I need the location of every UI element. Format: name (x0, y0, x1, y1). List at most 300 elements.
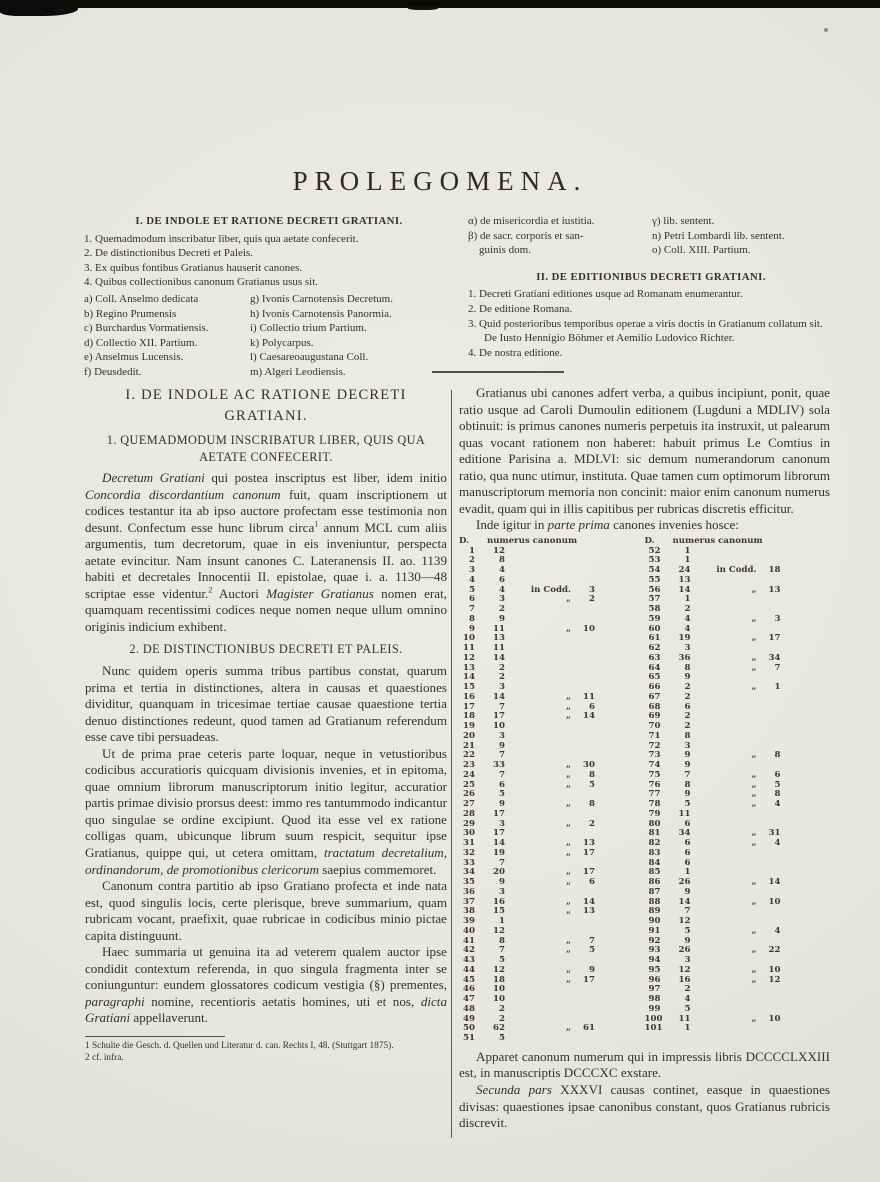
canon-table-row (459, 946, 645, 956)
canon-table-row (459, 907, 645, 917)
distinctio-number: 38 (463, 906, 475, 917)
distinctio-number: 21 (463, 740, 475, 751)
canon-count-in-codices: 8 (774, 750, 781, 761)
distinctio-number: 25 (463, 779, 475, 790)
distinctio-number: 86 (648, 877, 661, 888)
canon-table-row (645, 800, 831, 810)
canon-table-row (645, 595, 831, 605)
canon-count: 7 (499, 945, 505, 956)
canon-table-header (459, 537, 645, 547)
canon-count: 9 (684, 886, 691, 897)
canon-count: 24 (678, 565, 691, 576)
canon-table-row (645, 927, 831, 937)
distinctio-number: 90 (648, 916, 661, 927)
canon-table-row (459, 664, 645, 674)
distinctio-number: 96 (648, 974, 661, 985)
distinctio-number: 43 (463, 955, 475, 966)
distinctio-number: 62 (648, 643, 661, 654)
canon-count: 16 (678, 974, 691, 985)
canon-table-row (459, 898, 645, 908)
distinctio-number: 94 (648, 955, 661, 966)
body-text-block (85, 470, 447, 635)
canon-count-table (459, 537, 830, 1044)
canon-count: 9 (684, 672, 691, 683)
canon-count: 3 (684, 740, 691, 751)
canon-count: 26 (678, 945, 691, 956)
ditto-mark: „ (751, 584, 757, 595)
canon-table-row (459, 615, 645, 625)
distinctio-number: 97 (648, 984, 661, 995)
distinctio-number: 11 (463, 643, 475, 654)
canon-count: 11 (493, 643, 505, 654)
list-item: α) de misericordia et iustitia. (468, 215, 595, 227)
canon-count: 12 (493, 925, 505, 936)
list-item: 1. Quemadmodum inscribatur liber, quis qua aetate confecerit. (84, 232, 359, 245)
canon-count: 14 (493, 652, 505, 663)
canon-table-row (459, 605, 645, 615)
canon-count: 19 (678, 633, 691, 644)
canon-count: 3 (499, 818, 505, 829)
canon-table-row (459, 703, 645, 713)
distinctio-number: 64 (648, 662, 661, 673)
canon-table-row (645, 615, 831, 625)
canon-table-row (645, 742, 831, 752)
canon-count-in-codices: 9 (589, 964, 595, 975)
canon-table-row (645, 907, 831, 917)
distinctio-number: 54 (648, 565, 661, 576)
ditto-mark: „ (751, 945, 757, 956)
paragraph: Nunc quidem operis summa tribus partibus constat, quarum prima et tertia in distinctiones, altera in causas et quaestiones dividitur, quanquam in tricesimae tertiae causae quaestione tertia denuo distinctiones redeunt, quod tamen ad Gratianum referendum esse cave tibi persuadeas. (85, 662, 447, 745)
distinctio-number: 17 (463, 701, 475, 712)
canon-count: 8 (499, 935, 505, 946)
canon-table-row (645, 790, 831, 800)
canon-count-in-codices: 3 (589, 584, 595, 595)
distinctio-number: 26 (463, 789, 475, 800)
distinctio-number: 91 (648, 925, 661, 936)
distinctio-number: 28 (463, 808, 475, 819)
canon-count: 3 (499, 682, 505, 693)
canon-table-row (459, 820, 645, 830)
paragraph: Haec summaria ut genuina ita ad veterem qualem auctor ipse condidit contextum referenda, in quo singula fragmenta inter se coniunguntur: eundem glossatores codicum vestigia (§) prementes, paragraphi nomine, recentioris aetatis homines, uti et nos, dicta Gratiani appellaverunt. (85, 944, 447, 1026)
canon-count: 1 (684, 555, 691, 566)
canon-table-row (645, 1005, 831, 1015)
scan-edge-artifact (0, 0, 880, 8)
canon-count: 2 (684, 711, 691, 722)
paragraph: Gratianus ubi canones adfert verba, a quibus incipiunt, ponit, quae ratio usque ad Caroli Dumoulin editionem (Lugduni a MDLIV) sola obtinuit: is primus canones numeris perpetuis ita instruxit, ut palearum quas vocant rationem non haberet: habuit primus Le Comtius in editione Parisina a. MDLVI: sic demum numerandorum canonum ratio, qua nunc utimur, instituta. Quae tamen cum optimorum librorum manuscriptorum memoria non concinit: maior enim canonum numerus evadit, quam qui in illis capitibus per rubricas discretis efficitur. (459, 385, 830, 516)
distinctio-number: 92 (648, 935, 661, 946)
canon-count: 17 (493, 828, 505, 839)
canon-table-row (645, 995, 831, 1005)
ditto-mark: „ (566, 760, 571, 771)
canon-count-in-codices: 12 (768, 974, 781, 985)
header-numerus: numerus canonum (487, 535, 578, 546)
distinctio-number: 8 (469, 613, 475, 624)
distinctio-number: 98 (648, 994, 661, 1005)
canon-table-left-half (459, 537, 645, 1044)
ditto-mark: „ (751, 633, 757, 644)
canon-count: 6 (499, 574, 505, 585)
list-item: k) Polycarpus. (250, 336, 314, 349)
list-item: i) Collectio trium Partium. (250, 322, 367, 335)
scan-speck (408, 6, 438, 10)
canon-table-row (459, 800, 645, 810)
canon-count: 7 (684, 769, 691, 780)
canon-count: 12 (493, 545, 505, 556)
canon-count: 4 (684, 613, 691, 624)
canon-count-in-codices: 5 (774, 779, 781, 790)
paragraph: Inde igitur in parte prima canones invenies hosce: (476, 517, 739, 533)
canon-count: 10 (493, 721, 505, 732)
list-item: e) Anselmus Lucensis. (84, 351, 184, 364)
canon-count: 2 (499, 1003, 505, 1014)
canon-table-row (459, 927, 645, 937)
canon-count: 6 (684, 857, 691, 868)
distinctio-number: 56 (648, 584, 661, 595)
ditto-mark: „ (751, 613, 757, 624)
distinctio-number: 63 (648, 652, 661, 663)
canon-table-row (645, 849, 831, 859)
footnotes (85, 1036, 437, 1064)
distinctio-number: 67 (648, 691, 661, 702)
distinctio-number: 84 (648, 857, 661, 868)
canon-count: 8 (684, 779, 691, 790)
distinctio-number: 46 (463, 984, 475, 995)
canon-table-row (459, 810, 645, 820)
body-text-block (459, 1049, 830, 1132)
canon-table-row (459, 732, 645, 742)
distinctio-number: 40 (463, 925, 475, 936)
ditto-mark: „ (566, 867, 571, 878)
distinctio-number: 27 (463, 799, 475, 810)
canon-count-in-codices: 17 (768, 633, 781, 644)
distinctio-number: 45 (463, 974, 475, 985)
canon-count: 9 (499, 799, 505, 810)
canon-count: 6 (684, 818, 691, 829)
ditto-mark: „ (751, 896, 757, 907)
list-item: 1 Schulte die Gesch. d. Quellen und Literatur d. can. Rechts I, 48. (Stuttgart 1875). (85, 1041, 394, 1051)
canon-table-row (459, 693, 645, 703)
canon-count-in-codices: 34 (768, 652, 781, 663)
distinctio-number: 24 (463, 769, 475, 780)
distinctio-number: 77 (648, 789, 661, 800)
canon-count: 14 (678, 896, 691, 907)
canon-count: 10 (493, 984, 505, 995)
canon-table-row (459, 966, 645, 976)
ditto-mark: „ (566, 711, 571, 722)
canon-table-row (459, 829, 645, 839)
canon-count-in-codices: 6 (589, 701, 595, 712)
canon-table-row (459, 1024, 645, 1034)
canon-count: 3 (684, 955, 691, 966)
canon-count-in-codices: 6 (774, 769, 781, 780)
distinctio-number: 99 (648, 1003, 661, 1014)
canon-count: 5 (499, 955, 505, 966)
distinctio-number: 19 (463, 721, 475, 732)
canon-table-row (645, 1024, 831, 1034)
canon-table-row (645, 605, 831, 615)
distinctio-number: 74 (648, 760, 661, 771)
list-item: 2. De editione Romana. (468, 302, 573, 315)
ditto-mark: „ (751, 789, 757, 800)
canon-table-row (645, 839, 831, 849)
page-title: PROLEGOMENA. (292, 166, 588, 196)
scan-speck (54, 8, 66, 13)
canon-table-row (459, 790, 645, 800)
distinctio-number: 44 (463, 964, 475, 975)
canon-count: 10 (493, 994, 505, 1005)
list-item: l) Caesareoaugustana Coll. (250, 351, 369, 364)
canon-count: 7 (684, 906, 691, 917)
ditto-mark: „ (751, 662, 757, 673)
ditto-mark: „ (566, 945, 571, 956)
canon-count-in-codices: 17 (583, 847, 595, 858)
distinctio-number: 2 (469, 555, 475, 566)
section-divider-rule (432, 371, 564, 373)
distinctio-number: 32 (463, 847, 475, 858)
distinctio-number: 53 (648, 555, 661, 566)
canon-table-row (645, 985, 831, 995)
chapter-heading: I. DE INDOLE AC RATIONE DECRETI GRATIANI. (125, 387, 407, 424)
canon-count: 8 (684, 730, 691, 741)
canon-count: 17 (493, 808, 505, 819)
ditto-mark: „ (566, 818, 571, 829)
canon-count: 2 (684, 682, 691, 693)
body-right-column (459, 385, 830, 1132)
canon-count: 5 (684, 799, 691, 810)
canon-table-row (459, 985, 645, 995)
in-codd-label: in Codd. (530, 584, 571, 595)
canon-table-row (645, 566, 831, 576)
canon-count-in-codices: 5 (589, 779, 595, 790)
canon-table-row (459, 683, 645, 693)
distinctio-number: 12 (463, 652, 475, 663)
distinctio-number: 51 (463, 1033, 475, 1044)
ditto-mark: „ (566, 701, 571, 712)
canon-table-row (459, 722, 645, 732)
distinctio-number: 85 (648, 867, 661, 878)
distinctio-number: 37 (463, 896, 475, 907)
subsection-heading-2: 2. DE DISTINCTIONIBUS DECRETI ET PALEIS. (129, 642, 403, 657)
canon-table-row (645, 917, 831, 927)
canon-table-row (645, 586, 831, 596)
canon-count-in-codices: 31 (768, 828, 781, 839)
canon-count-in-codices: 1 (774, 682, 781, 693)
ditto-mark: „ (566, 974, 571, 985)
distinctio-number: 75 (648, 769, 661, 780)
canon-count-in-codices: 11 (583, 691, 595, 702)
canon-count-in-codices: 30 (583, 760, 595, 771)
list-item: b) Regino Prumensis (84, 307, 177, 320)
list-item: o) Coll. XIII. Partium. (652, 244, 751, 257)
canon-table-row (645, 898, 831, 908)
distinctio-number: 57 (648, 594, 661, 605)
distinctio-number: 73 (648, 750, 661, 761)
canon-count: 3 (499, 594, 505, 605)
header-distinctio: D. (459, 535, 470, 546)
toc-section-2-heading: II. DE EDITIONIBUS DECRETI GRATIANI. (536, 270, 766, 283)
canon-count: 26 (678, 877, 691, 888)
distinctio-number: 83 (648, 847, 661, 858)
canon-table-row (645, 810, 831, 820)
list-item: d) Collectio XII. Partium. (84, 336, 198, 349)
toc-right-column (468, 214, 834, 380)
distinctio-number: 16 (463, 691, 475, 702)
canon-count: 3 (684, 643, 691, 654)
ditto-mark: „ (751, 1013, 757, 1024)
canon-count: 6 (684, 847, 691, 858)
toc-collections-col-b (250, 292, 454, 380)
canon-table-row (645, 703, 831, 713)
distinctio-number: 72 (648, 740, 661, 751)
canon-count: 16 (493, 896, 505, 907)
canon-table-row (459, 566, 645, 576)
canon-table-row (459, 625, 645, 635)
in-codd-label: in Codd. (716, 565, 757, 576)
canon-table-row (645, 829, 831, 839)
distinctio-number: 69 (648, 711, 661, 722)
list-item: h) Ivonis Carnotensis Panormia. (250, 307, 392, 320)
canon-table-row (459, 673, 645, 683)
list-item: γ) lib. sentent. (652, 215, 715, 227)
canon-table-row (459, 917, 645, 927)
distinctio-number: 29 (463, 818, 475, 829)
ditto-mark: „ (751, 769, 757, 780)
toc-section-1-heading: I. DE INDOLE ET RATIONE DECRETI GRATIANI. (135, 215, 403, 227)
distinctio-number: 66 (648, 682, 661, 693)
canon-count: 19 (493, 847, 505, 858)
canon-count: 6 (499, 779, 505, 790)
canon-table-row (459, 878, 645, 888)
canon-count-in-codices: 22 (768, 945, 781, 956)
toc-collections (84, 292, 454, 380)
canon-count-in-codices: 10 (768, 964, 781, 975)
list-item: c) Burchardus Vormatiensis. (84, 322, 209, 335)
ditto-mark: „ (566, 838, 571, 849)
toc-section-2-items (468, 287, 834, 360)
ditto-mark: „ (751, 925, 757, 936)
canon-table-row (459, 839, 645, 849)
distinctio-number: 6 (469, 594, 475, 605)
distinctio-number: 80 (648, 818, 661, 829)
canon-count: 15 (493, 906, 505, 917)
canon-table-rows (459, 547, 645, 1044)
canon-table-row (645, 1015, 831, 1025)
distinctio-number: 5 (469, 584, 475, 595)
canon-count-in-codices: 5 (589, 945, 595, 956)
distinctio-number: 65 (648, 672, 661, 683)
ditto-mark: „ (751, 838, 757, 849)
subsection-heading-1: 1. QUEMADMODUM INSCRIBATUR LIBER, QUIS QUA AETATE CONFECERIT. (106, 433, 426, 464)
toc-section-1-items (84, 232, 454, 290)
canon-count-in-codices: 18 (768, 565, 781, 576)
canon-count: 36 (678, 652, 691, 663)
list-row (468, 243, 834, 258)
header-distinctio: D. (644, 535, 655, 546)
canon-table-row (645, 547, 831, 557)
canon-table-row (645, 771, 831, 781)
footnote-list (85, 1041, 437, 1064)
canon-count: 7 (499, 701, 505, 712)
canon-table-row (459, 634, 645, 644)
canon-count: 13 (678, 574, 691, 585)
canon-count: 34 (678, 828, 691, 839)
canon-table-row (459, 888, 645, 898)
canon-table-row (645, 634, 831, 644)
canon-table-row (645, 654, 831, 664)
distinctio-number: 22 (463, 750, 475, 761)
header-numerus: numerus canonum (672, 535, 763, 546)
body-left-column (85, 385, 447, 1064)
distinctio-number: 9 (469, 623, 475, 634)
list-item: n) Petri Lombardi lib. sentent. (652, 229, 785, 242)
canon-count: 14 (493, 691, 505, 702)
list-item: f) Deusdedit. (84, 365, 142, 378)
distinctio-number: 87 (648, 886, 661, 897)
list-item: 4. Quibus collectionibus canonum Gratianus usus sit. (84, 276, 319, 289)
list-item: 2. De distinctionibus Decreti et Paleis. (84, 247, 253, 260)
canon-count: 5 (499, 789, 505, 800)
toc-left-column (84, 214, 454, 380)
canon-table-row (645, 868, 831, 878)
ditto-mark: „ (566, 779, 571, 790)
canon-count: 2 (499, 662, 505, 673)
canon-count-in-codices: 10 (768, 896, 781, 907)
distinctio-number: 60 (648, 623, 661, 634)
ditto-mark: „ (566, 1023, 571, 1034)
canon-count: 1 (684, 1023, 691, 1034)
list-row (468, 229, 834, 244)
distinctio-number: 35 (463, 877, 475, 888)
canon-table-row (459, 1034, 645, 1044)
ditto-mark: „ (566, 964, 571, 975)
canon-count-in-codices: 4 (774, 799, 781, 810)
canon-count: 4 (499, 565, 505, 576)
canon-table-row (459, 761, 645, 771)
canon-table-row (459, 849, 645, 859)
ditto-mark: „ (566, 877, 571, 888)
canon-table-row (645, 644, 831, 654)
canon-count: 8 (684, 662, 691, 673)
canon-count: 7 (499, 857, 505, 868)
canon-table-row (645, 751, 831, 761)
canon-table-header (645, 537, 831, 547)
canon-table-row (459, 937, 645, 947)
canon-table-row (459, 742, 645, 752)
distinctio-number: 7 (469, 604, 475, 615)
list-item: 3. Quid posterioribus temporibus operae a viris doctis in Gratianum collatum sit. De Iusto Hennigio Böhmer et Aemilio Ludovico Richter. (468, 317, 823, 345)
canon-table-row (459, 644, 645, 654)
canon-count-in-codices: 17 (583, 974, 595, 985)
canon-count: 1 (684, 867, 691, 878)
canon-count: 11 (678, 1013, 691, 1024)
canon-table-row (459, 586, 645, 596)
canon-count-in-codices: 10 (583, 623, 595, 634)
canon-count: 12 (678, 916, 691, 927)
canon-table-right-half (645, 537, 831, 1044)
canon-count-in-codices: 6 (589, 877, 595, 888)
canon-count: 12 (678, 964, 691, 975)
canon-count-in-codices: 10 (768, 1013, 781, 1024)
canon-table-row (645, 937, 831, 947)
distinctio-number: 36 (463, 886, 475, 897)
distinctio-number: 101 (644, 1023, 663, 1034)
canon-count: 9 (684, 760, 691, 771)
canon-count: 4 (499, 584, 505, 595)
list-item: 3. Ex quibus fontibus Gratianus hauserit canones. (84, 261, 303, 274)
distinctio-number: 3 (469, 565, 475, 576)
canon-count: 14 (493, 838, 505, 849)
ditto-mark: „ (566, 799, 571, 810)
